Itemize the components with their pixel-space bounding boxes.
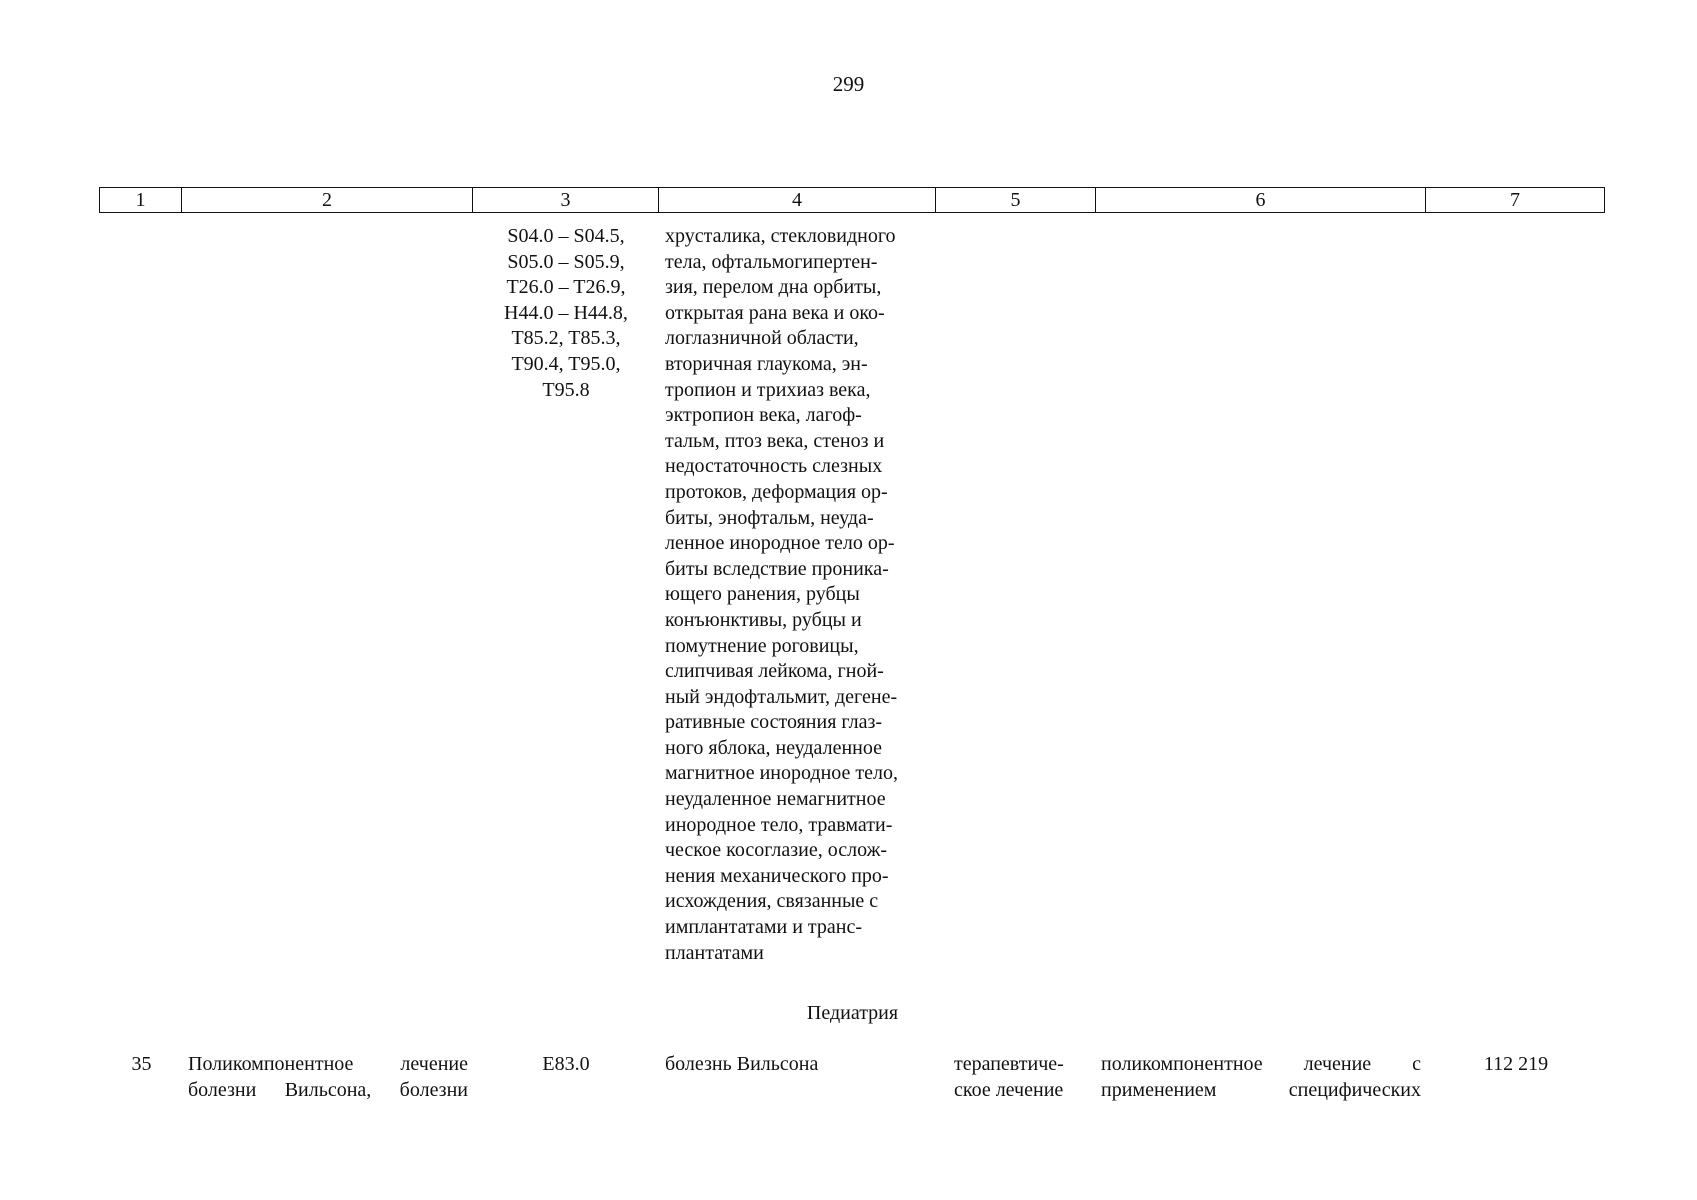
diagnosis-cell-row-35: болезнь Вильсона (665, 1053, 819, 1075)
treatment-method-line: поликомпонентное лечение с (1101, 1053, 1421, 1075)
treatment-method-cell (1101, 1052, 1421, 1103)
diagnosis-line: ного яблока, неудаленное (665, 736, 882, 759)
column-header-1: 1 (100, 188, 182, 213)
diagnosis-line: ративные состояния глаз- (665, 711, 883, 734)
diagnosis-line: логлазничной области, (665, 327, 859, 350)
treatment-name-cell (188, 1052, 468, 1103)
treatment-type-line: терапевтиче- (954, 1053, 1064, 1075)
diagnosis-line: ленное инородное тело ор- (665, 532, 895, 555)
diagnosis-line: вторичная глаукома, эн- (665, 352, 868, 375)
diagnosis-line: хрусталика, стекловидного (665, 225, 896, 247)
column-header-3: 3 (473, 188, 659, 213)
treatment-name-line: Поликомпонентное лечение (188, 1053, 468, 1075)
diagnosis-line: слипчивая лейкома, гной- (665, 660, 884, 683)
icd-code-cell: E83.0 (542, 1053, 590, 1075)
icd-code-line: H44.0 – H44.8, (504, 301, 628, 324)
treatment-type-cell (954, 1052, 1081, 1103)
diagnosis-line: недостаточность слезных (665, 455, 883, 478)
treatment-name-line: болезни Вильсона, болезни (188, 1078, 468, 1101)
column-header-6: 6 (1096, 188, 1426, 213)
section-title: Педиатрия (806, 1002, 899, 1024)
diagnosis-line: открытая рана века и око- (665, 301, 885, 324)
column-header-7: 7 (1426, 188, 1605, 213)
treatment-method-line: применением специфических (1101, 1078, 1421, 1101)
column-header-4: 4 (659, 188, 936, 213)
diagnosis-line: ющего ранения, рубцы (665, 583, 860, 606)
diagnosis-line: плантатами (665, 941, 764, 964)
icd-code-line: T85.2, T85.3, (511, 327, 621, 350)
column-header-2: 2 (182, 188, 473, 213)
column-number-header (99, 187, 1605, 213)
diagnosis-line: ческое косоглазие, ослож- (665, 839, 888, 862)
icd-code-line: S04.0 – S04.5, (507, 225, 625, 247)
diagnosis-line: магнитное инородное тело, (665, 762, 898, 785)
diagnosis-line: имплантатами и транс- (665, 916, 862, 939)
diagnosis-cell (665, 224, 940, 966)
diagnosis-line: тропион и трихиаз века, (665, 378, 871, 401)
diagnosis-line: биты вследствие проника- (665, 557, 889, 580)
column-header-5: 5 (936, 188, 1096, 213)
diagnosis-line: тела, офтальмогипертен- (665, 250, 878, 273)
diagnosis-line: нения механического про- (665, 864, 889, 887)
icd-code-line: T90.4, T95.0, (511, 352, 621, 375)
diagnosis-line: неудаленное немагнитное (665, 788, 886, 811)
icd-code-line: T95.8 (542, 378, 590, 401)
diagnosis-line: тальм, птоз века, стеноз и (665, 429, 885, 452)
diagnosis-line: помутнение роговицы, (665, 634, 859, 657)
diagnosis-line: ный эндофтальмит, дегене- (665, 685, 898, 708)
diagnosis-line: протоков, деформация ор- (665, 480, 888, 503)
icd-code-line: T26.0 – T26.9, (506, 276, 626, 299)
diagnosis-line: биты, энофтальм, неуда- (665, 506, 874, 529)
diagnosis-line: зия, перелом дна орбиты, (665, 276, 882, 299)
icd-code-line: S05.0 – S05.9, (507, 250, 625, 273)
row-number: 35 (131, 1053, 152, 1075)
page-number: 299 (832, 72, 865, 96)
icd-codes-cell (473, 224, 659, 403)
diagnosis-line: конъюнктивы, рубцы и (665, 608, 862, 631)
diagnosis-line: эктропион века, лагоф- (665, 404, 862, 427)
diagnosis-line: инородное тело, травмати- (665, 813, 893, 836)
treatment-type-line: ское лечение (954, 1078, 1064, 1101)
cost-cell: 112 219 (1483, 1053, 1549, 1075)
diagnosis-line: исхождения, связанные с (665, 890, 879, 913)
